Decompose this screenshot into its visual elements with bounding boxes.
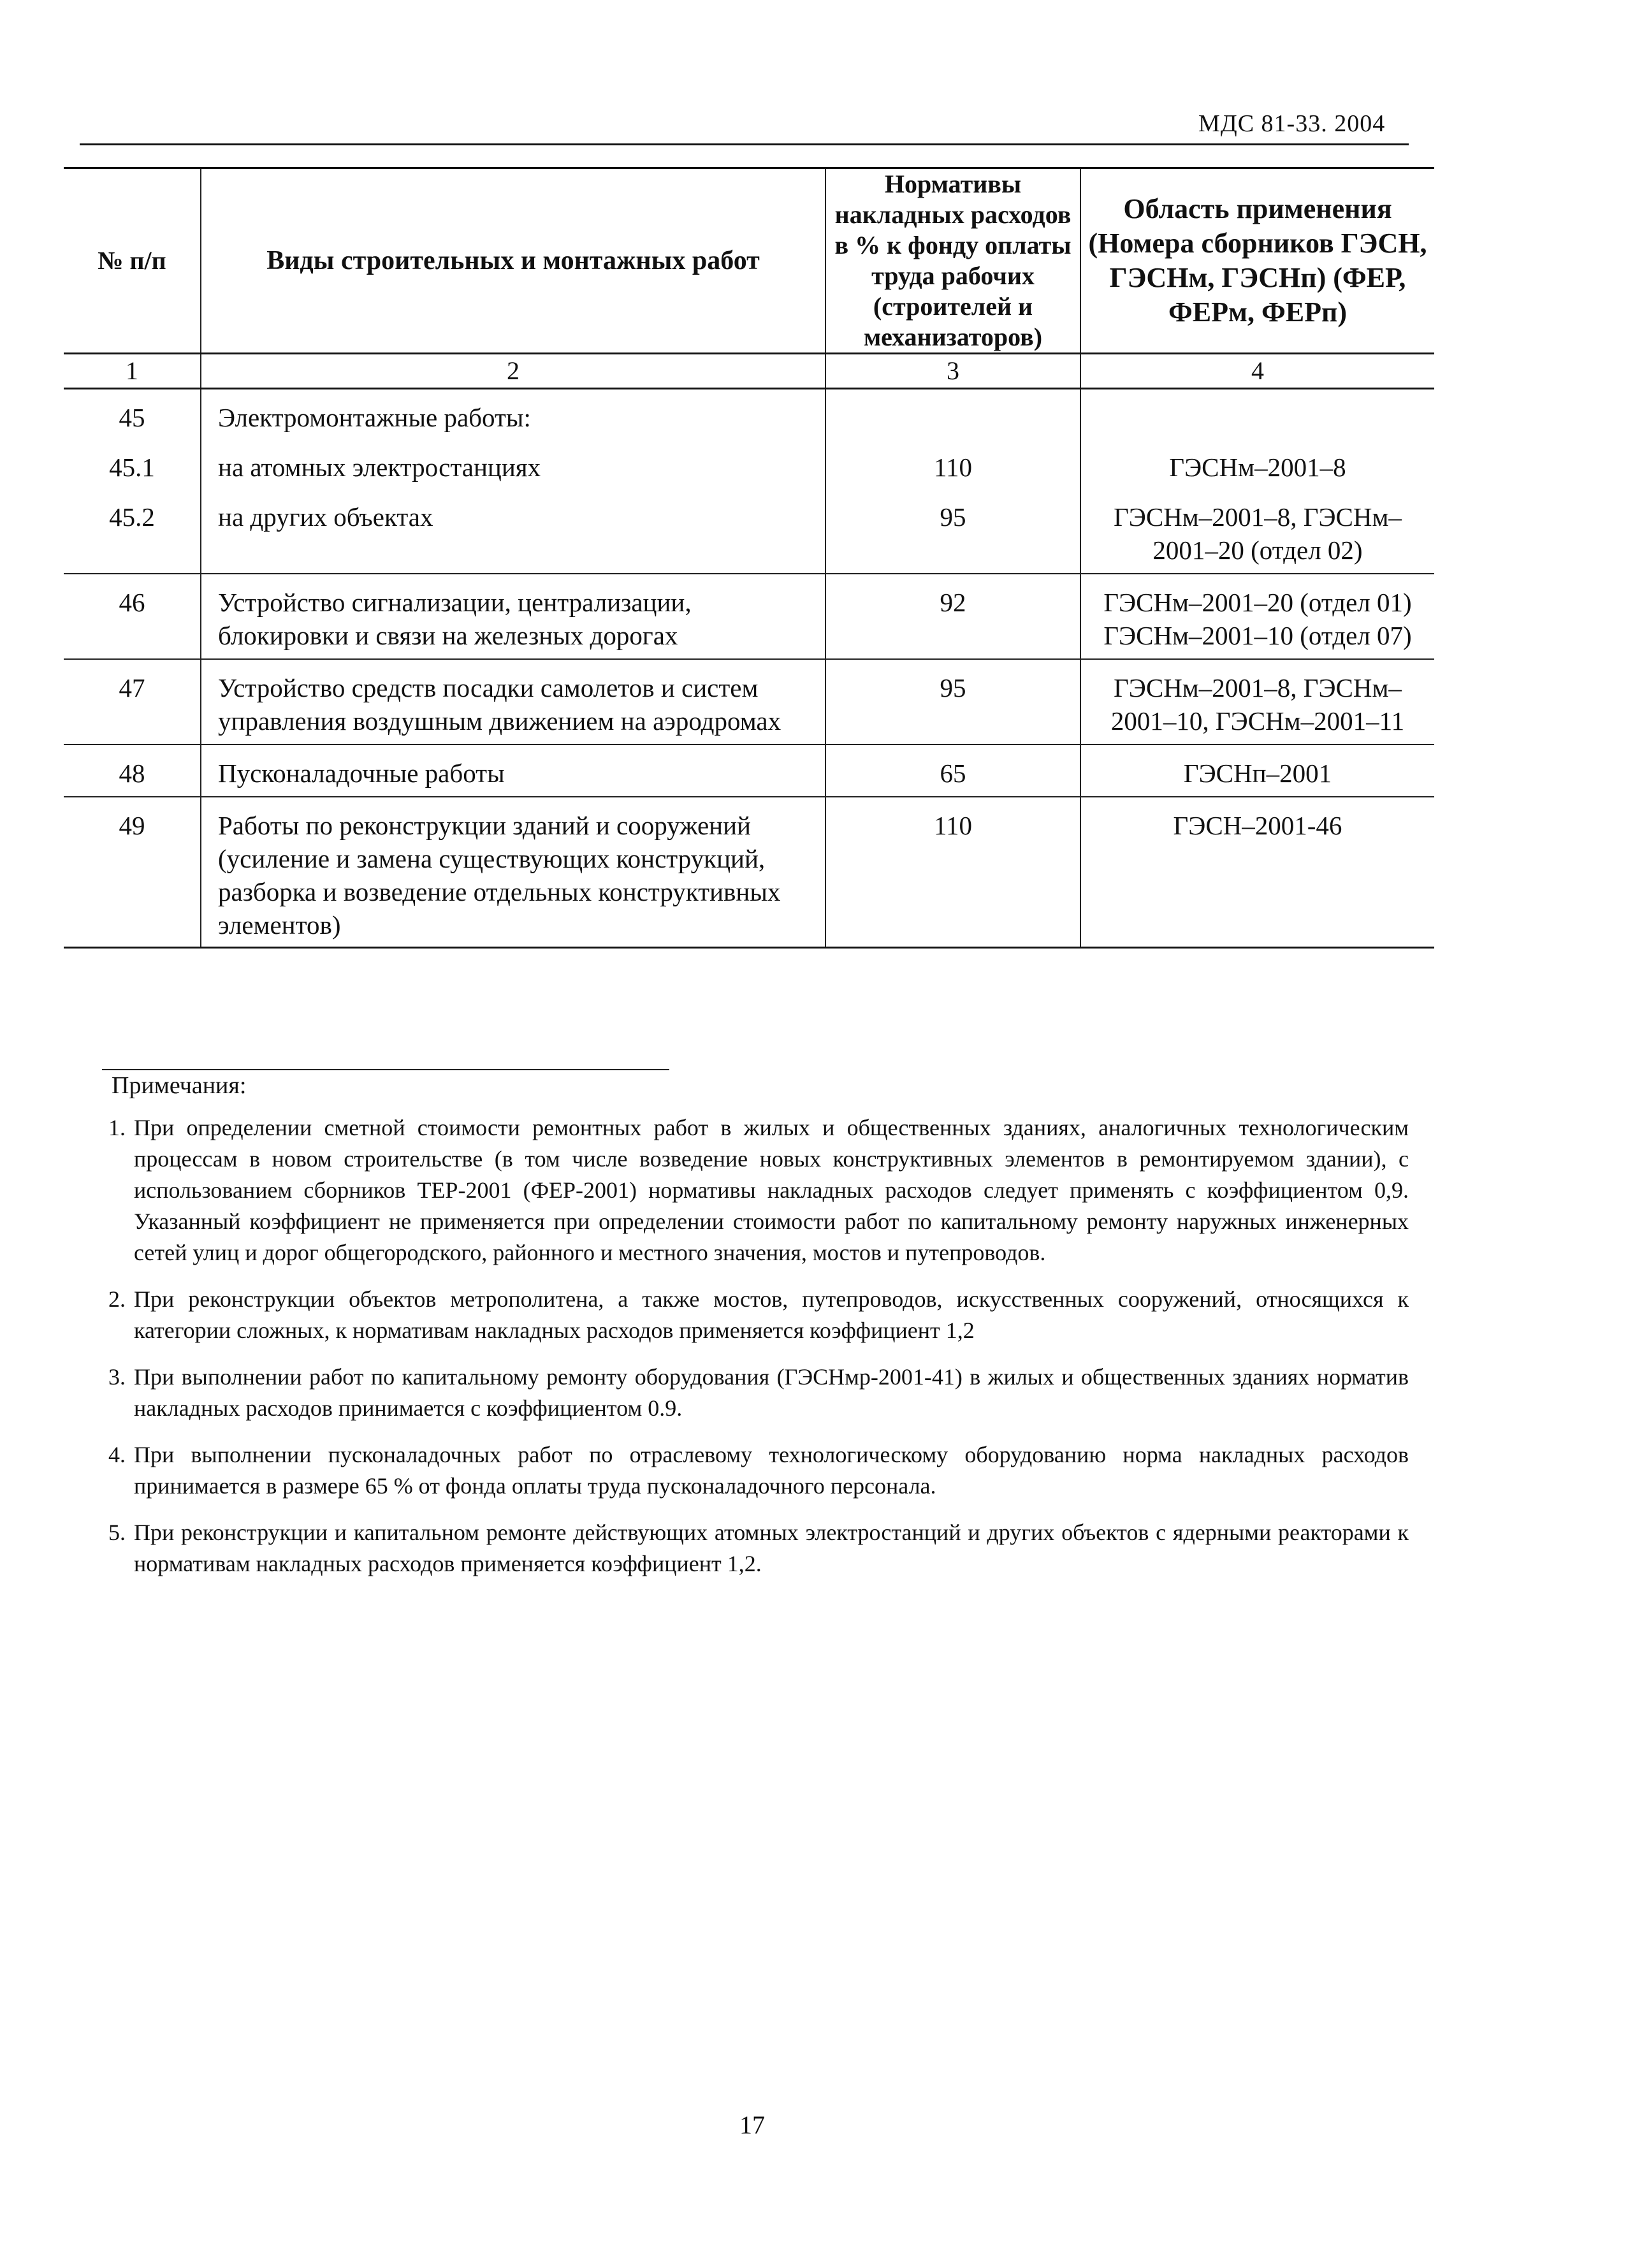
row-number: 48 <box>64 745 201 797</box>
table-header-row <box>64 168 1434 354</box>
note-text: При выполнении работ по капитальному ремонту оборудования (ГЭСНмр-2001-41) в жилых и общественных зданиях норматив накладных расходов принимается с коэффициентом 0.9. <box>134 1364 1409 1421</box>
header-work-type: Виды строительных и монтажных работ <box>201 168 825 354</box>
row-scope: ГЭСНм–2001–8 <box>1169 453 1346 482</box>
row-work-type: на атомных электростанциях <box>201 439 825 489</box>
row-rate: 65 <box>825 745 1080 797</box>
note-item <box>108 1112 1409 1268</box>
note-number: 1. <box>108 1115 126 1140</box>
row-number: 47 <box>64 659 201 745</box>
row-scope: ГЭСН–2001-46 <box>1080 797 1434 948</box>
overhead-rates-table <box>64 167 1434 949</box>
row-work-type: Устройство средств посадки самолетов и систем управления воздушным движением на аэродромах <box>201 659 825 745</box>
note-number: 4. <box>108 1442 126 1467</box>
table-row <box>64 439 1434 489</box>
page-number: 17 <box>739 2111 765 2139</box>
row-number: 45.2 <box>64 489 201 574</box>
header-overhead-rate: Нормативы накладных расходов в % к фонду оплаты труда рабочих (строителей и механизаторов) <box>825 168 1080 354</box>
note-text: При реконструкции и капитальном ремонте действующих атомных электростанций и других объектов с ядерными реакторами к нормативам накладных расходов применяется коэффициент 1,2. <box>134 1520 1409 1576</box>
note-number: 3. <box>108 1364 126 1390</box>
note-item <box>108 1517 1409 1580</box>
note-item <box>108 1439 1409 1502</box>
row-rate: 92 <box>825 574 1080 659</box>
row-rate <box>825 389 1080 440</box>
row-scope: ГЭСНм–2001–8, ГЭСНм–2001–10, ГЭСНм–2001–11 <box>1080 659 1434 745</box>
table-row <box>64 659 1434 745</box>
note-text: При выполнении пусконаладочных работ по отраслевому технологическому оборудованию норма накладных расходов принимается в размере 65 % от фонда оплаты труда пусконаладочного персонала. <box>134 1442 1409 1499</box>
notes-list <box>108 1112 1409 1595</box>
row-number: 45.1 <box>64 439 201 489</box>
table-row <box>64 745 1434 797</box>
column-number: 2 <box>201 354 825 389</box>
column-number-row <box>64 354 1434 389</box>
notes-title: Примечания: <box>112 1072 247 1099</box>
note-number: 5. <box>108 1520 126 1545</box>
document-code: МДС 81-33. 2004 <box>1198 110 1386 137</box>
row-rate: 110 <box>825 439 1080 489</box>
column-number: 4 <box>1080 354 1434 389</box>
note-text: При определении сметной стоимости ремонтных работ в жилых и общественных зданиях, аналогичных технологическим процессам в новом строительстве (в том числе возведение новых конструктивных элементов в ремонтируемом здании), с использованием сборников ТЕР-2001 (ФЕР-2001) нормативы накладных расходов следует применять с коэффициентом 0,9. Указанный коэффициент не применяется при определении стоимости работ по капитальному ремонту наружных инженерных сетей улиц и дорог общегородского, районного и местного значения, мостов и путепроводов. <box>134 1115 1409 1265</box>
table-row <box>64 797 1434 948</box>
row-scope: ГЭСНп–2001 <box>1080 745 1434 797</box>
note-text: При реконструкции объектов метрополитена, а также мостов, путепроводов, искусственных сооружений, относящихся к категории сложных, к нормативам накладных расходов применяется коэффициент 1,2 <box>134 1286 1409 1343</box>
row-rate: 110 <box>825 797 1080 948</box>
row-number: 46 <box>64 574 201 659</box>
row-work-type: Работы по реконструкции зданий и сооружений (усиление и замена существующих конструкций, разборка и возведение отдельных конструктивных элементов) <box>201 797 825 948</box>
column-number: 3 <box>825 354 1080 389</box>
note-item <box>108 1284 1409 1346</box>
note-item <box>108 1362 1409 1424</box>
row-scope: ГЭСНм–2001–20 (отдел 01) ГЭСНм–2001–10 (отдел 07) <box>1080 574 1434 659</box>
row-scope: ГЭСНм–2001–8, ГЭСНм–2001–20 (отдел 02) <box>1080 489 1434 574</box>
row-rate: 95 <box>825 489 1080 574</box>
note-number: 2. <box>108 1286 126 1312</box>
row-rate: 95 <box>825 659 1080 745</box>
header-scope: Область применения (Номера сборников ГЭСН, ГЭСНм, ГЭСНп) (ФЕР, ФЕРм, ФЕРп) <box>1080 168 1434 354</box>
row-work-type: на других объектах <box>201 489 825 574</box>
column-number: 1 <box>64 354 201 389</box>
row-work-type: Пусконаладочные работы <box>201 745 825 797</box>
row-work-type: Электромонтажные работы: <box>201 389 825 440</box>
table-row <box>64 574 1434 659</box>
row-scope <box>1080 389 1434 440</box>
row-number: 45 <box>64 389 201 440</box>
table-row <box>64 489 1434 574</box>
row-work-type: Устройство сигнализации, централизации, блокировки и связи на железных дорогах <box>201 574 825 659</box>
table-row <box>64 389 1434 440</box>
header-number: № п/п <box>64 168 201 354</box>
row-number: 49 <box>64 797 201 948</box>
header-rule <box>80 143 1409 145</box>
